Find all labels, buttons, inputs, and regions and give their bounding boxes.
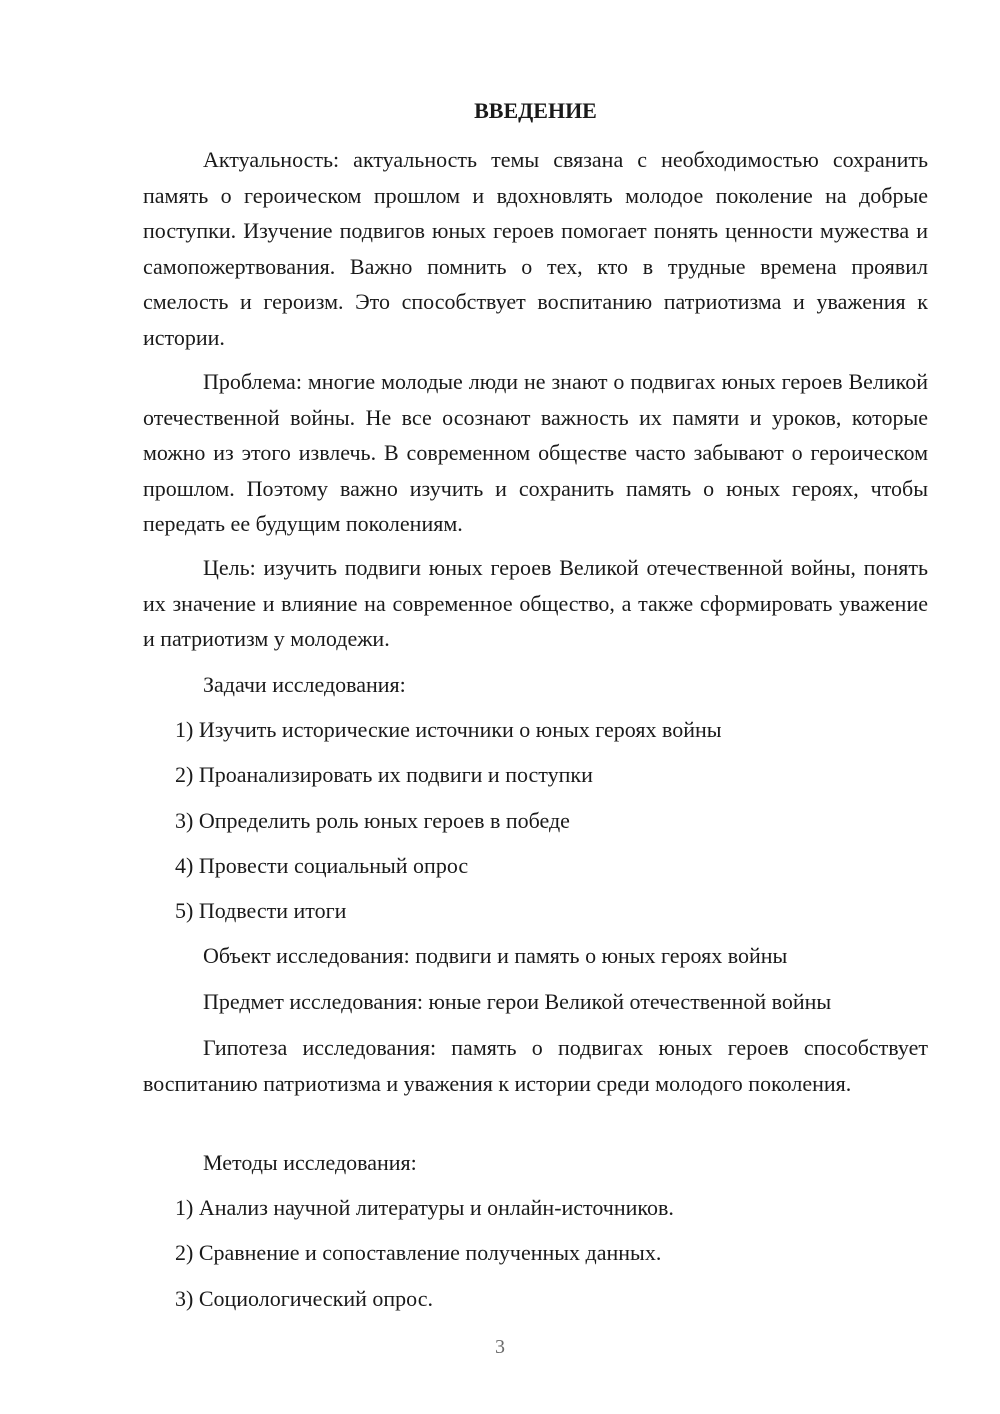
method-item: 3) Социологический опрос.: [175, 1286, 433, 1311]
research-subject: Предмет исследования: юные герои Великой отечественной войны: [203, 989, 832, 1014]
task-item: 5) Подвести итоги: [175, 898, 347, 923]
task-item: 2) Проанализировать их подвиги и поступки: [175, 762, 593, 787]
method-item: 2) Сравнение и сопоставление полученных данных.: [175, 1240, 662, 1265]
research-object: Объект исследования: подвиги и память о юных героях войны: [203, 943, 788, 968]
relevance-paragraph: Актуальность: актуальность темы связана с необходимостью сохранить память о героическом прошлом и вдохновлять молодое поколение на добрые поступки. Изучение подвигов юных героев помогает понять ценности мужества и самопожертвования. Важно помнить о тех, кто в трудные времена проявил смелость и героизм. Это способствует воспитанию патриотизма и уважения к истории.: [143, 147, 928, 350]
task-item: 1) Изучить исторические источники о юных героях войны: [175, 717, 722, 742]
task-item: 4) Провести социальный опрос: [175, 853, 469, 878]
page-number: 3: [495, 1336, 505, 1358]
page-title: ВВЕДЕНИЕ: [474, 98, 597, 123]
method-item: 1) Анализ научной литературы и онлайн-источников.: [175, 1195, 674, 1220]
task-item: 3) Определить роль юных героев в победе: [175, 808, 570, 833]
tasks-heading: Задачи исследования:: [203, 672, 406, 697]
goal-paragraph: Цель: изучить подвиги юных героев Великой отечественной войны, понять их значение и влияние на современное общество, а также сформировать уважение и патриотизм у молодежи.: [143, 555, 928, 651]
methods-heading: Методы исследования:: [203, 1150, 417, 1175]
problem-paragraph: Проблема: многие молодые люди не знают о подвигах юных героев Великой отечественной войны. Не все осознают важность их памяти и уроков, которые можно из этого извлечь. В современном обществе часто забывают о героическом прошлом. Поэтому важно изучить и сохранить память о юных героях, чтобы передать ее будущим поколениям.: [143, 369, 928, 536]
hypothesis-paragraph: Гипотеза исследования: память о подвигах юных героев способствует воспитанию патриотизма и уважения к истории среди молодого поколения.: [143, 1035, 928, 1096]
